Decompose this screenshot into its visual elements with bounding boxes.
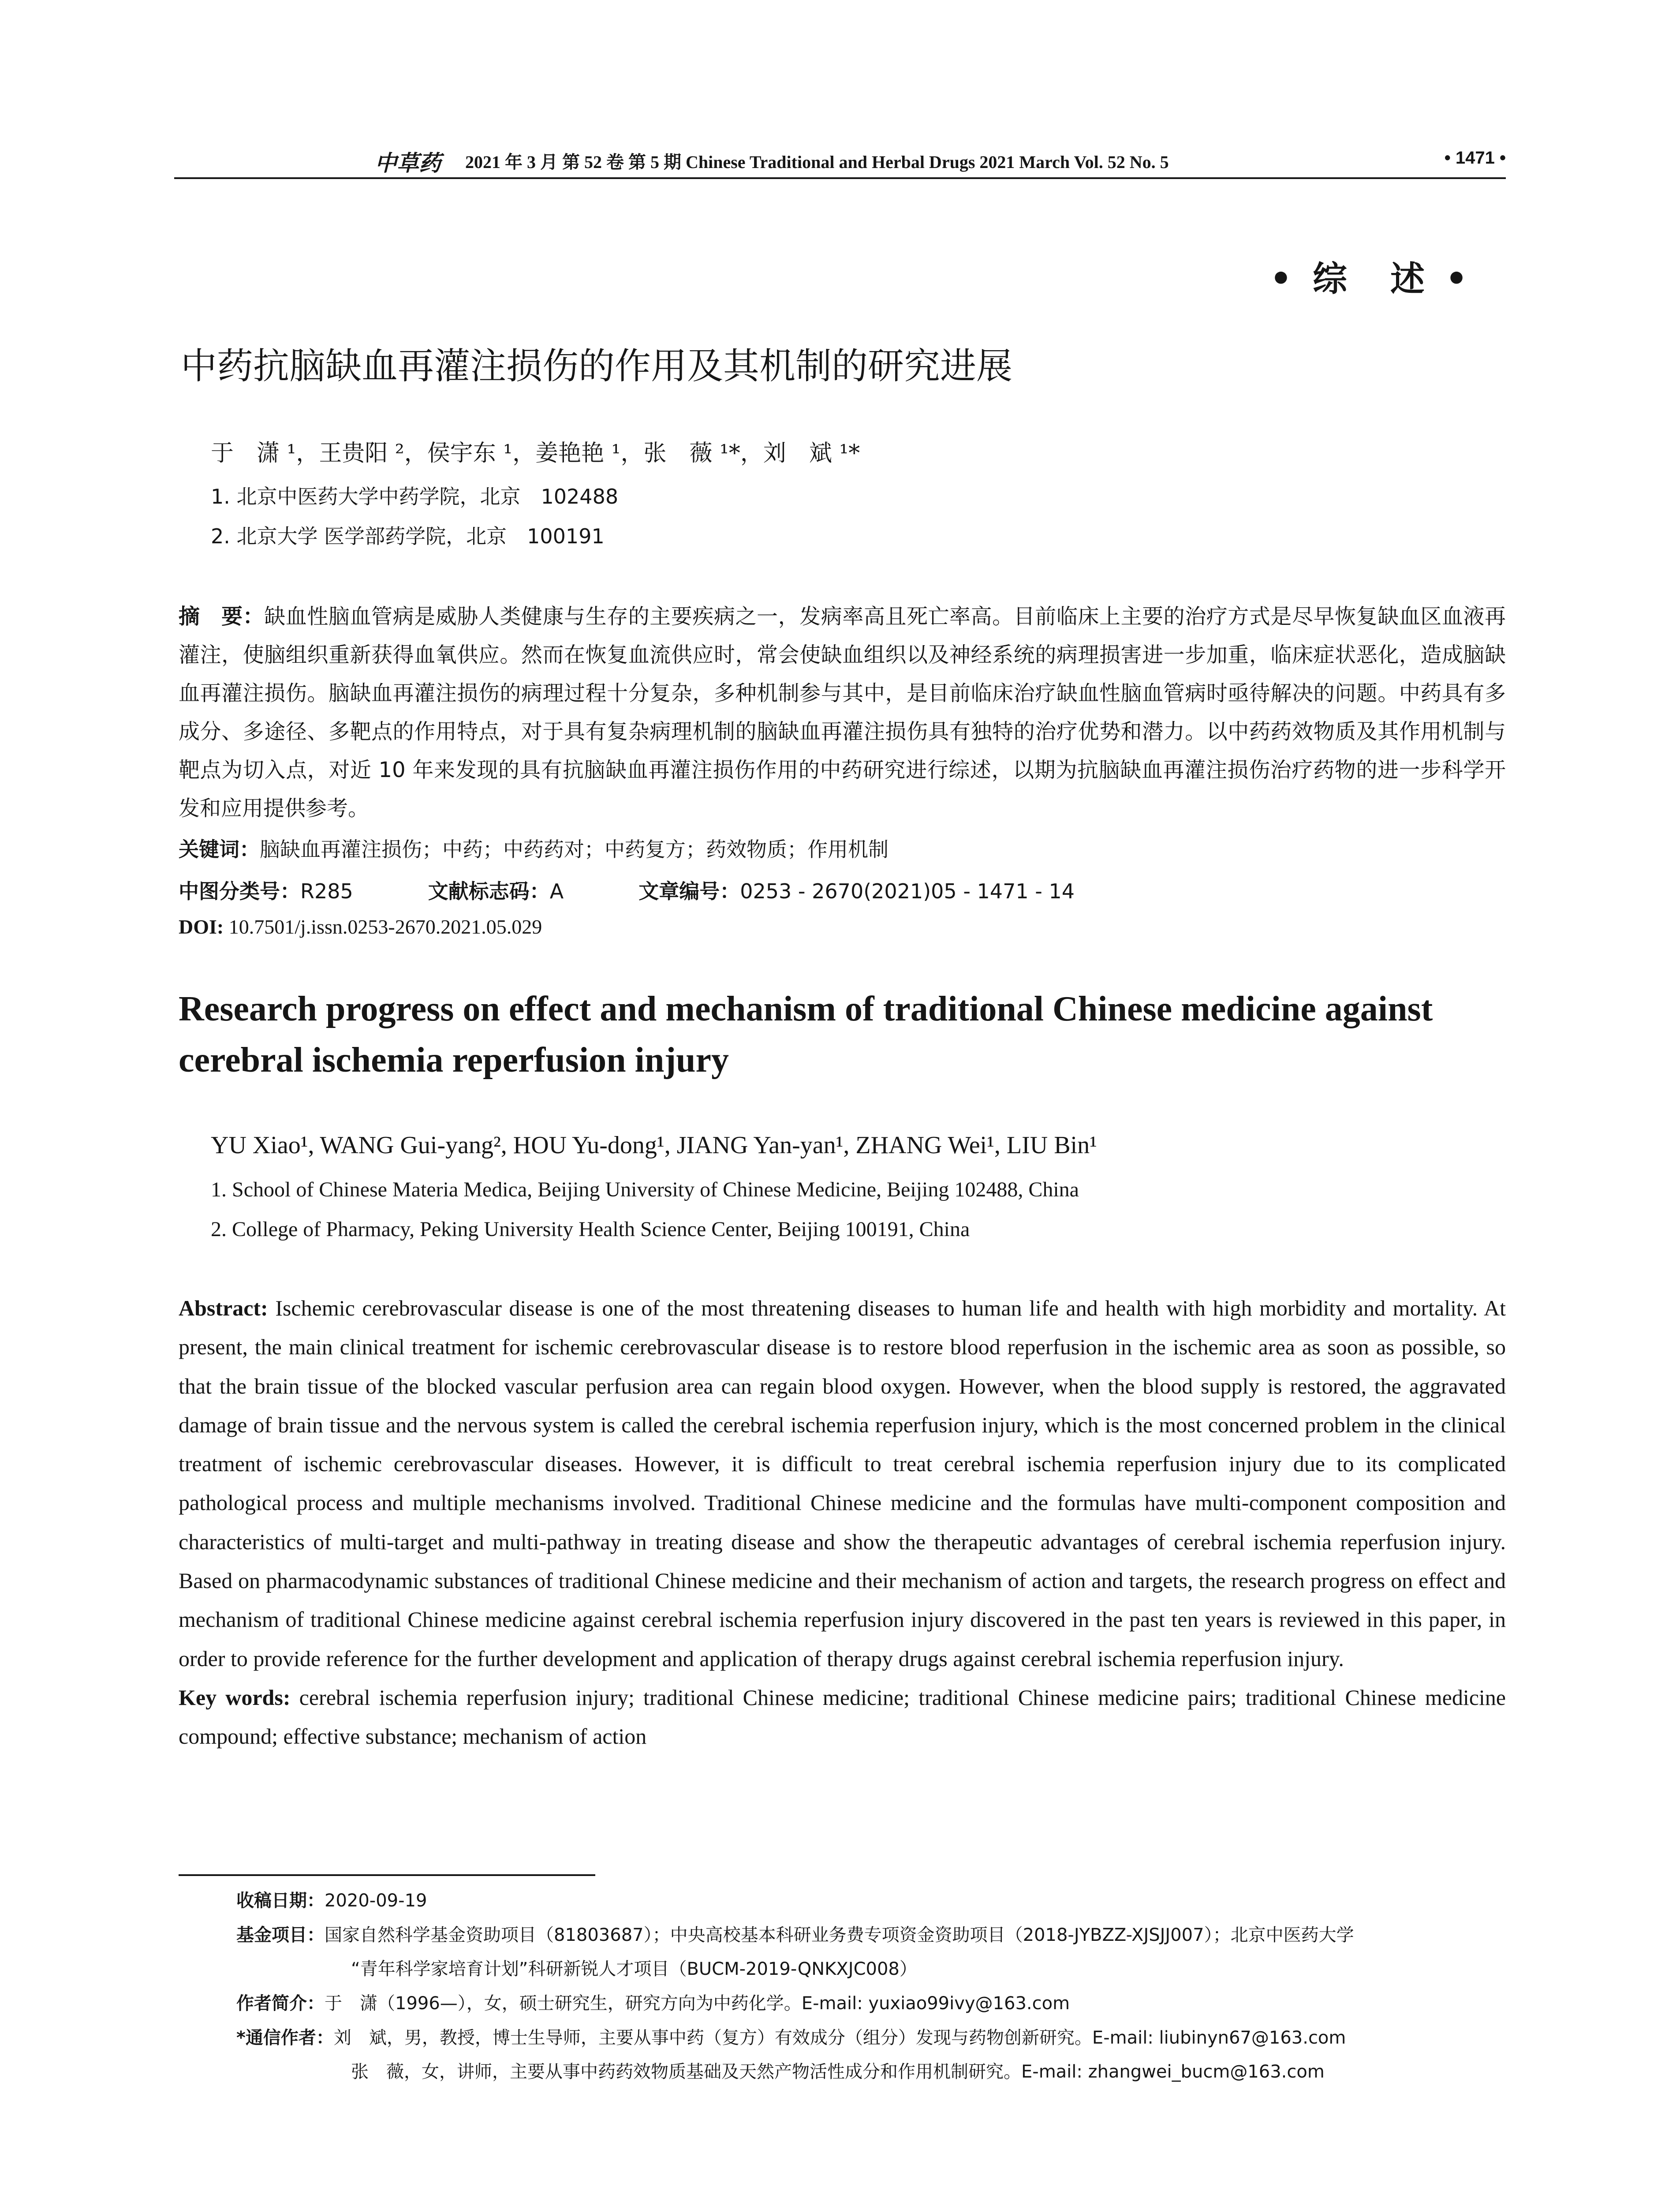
issue-info: 2021 年 3 月 第 52 卷 第 5 期 Chinese Traditional and Herbal Drugs 2021 March Vol. 52 No. 5 [465, 152, 1169, 172]
title-cn: 中药抗脑缺血再灌注损伤的作用及其机制的研究进展 [181, 345, 1013, 387]
abstract-cn [179, 598, 1506, 828]
corr-label: *通信作者： [236, 2028, 334, 2048]
abstract-en [179, 1289, 1506, 1678]
abstract-cn-label: 摘 要： [179, 604, 265, 629]
section-tag: • 综 述 • [1270, 259, 1472, 299]
header-rule [174, 177, 1506, 179]
keywords-cn [179, 833, 889, 863]
corr-text-1: 刘 斌，男，教授，博士生导师，主要从事中药（复方）有效成分（组分）发现与药物创新研究。E-mail: liubinyn67@163.com [333, 2028, 1346, 2048]
authors-cn: 于 潇 ¹，王贵阳 ²，侯宇东 ¹，姜艳艳 ¹，张 薇 ¹*，刘 斌 ¹* [211, 440, 860, 467]
title-en: Research progress on effect and mechanism of traditional Chinese medicine against cerebral ischemia reperfusion injury [179, 990, 1433, 1080]
running-header [174, 140, 1506, 180]
received-label: 收稿日期： [236, 1891, 325, 1911]
article-no-value: 0253 - 2670(2021)05 - 1471 - 14 [740, 879, 1075, 903]
doi-link[interactable]: 10.7501/j.issn.0253-2670.2021.05.029 [228, 916, 542, 938]
doc-code-value: A [549, 879, 564, 903]
abstract-en-block [179, 1289, 1506, 1756]
bio-label: 作者简介： [236, 1993, 325, 2014]
abstract-en-label: Abstract: [179, 1296, 268, 1320]
received-date: 2020-09-19 [325, 1891, 427, 1911]
article-no-label: 文章编号： [638, 879, 740, 903]
footnote-received [236, 1884, 1506, 1918]
classification-line [179, 875, 1075, 904]
fund-text: 国家自然科学基金资助项目（81803687）；中央高校基本科研业务费专项资金资助项目（2018-JYBZZ-XJSJJ007）；北京中医药大学 [325, 1925, 1354, 1945]
fund-text-continued: “青年科学家培育计划”科研新锐人才项目（BUCM-2019-QNKXJC008） [351, 1959, 917, 1979]
footnote-bio [236, 1987, 1506, 2021]
abstract-en-text: Ischemic cerebrovascular disease is one of the most threatening diseases to human life and health with high morbidity and mortality. At present, the main clinical treatment for ischemic cerebrovascular disease is to restore blood reperfusion in the ischemic area as soon as possible, so that the brain tissue of the blocked vascular perfusion area can regain blood oxygen. However, when the blood supply is restored, the aggravated damage of brain tissue and the nervous system is called the cerebral ischemia reperfusion injury, which is the most concerned problem in the clinical treatment of ischemic cerebrovascular diseases. However, it is difficult to treat cerebral ischemia reperfusion injury due to its complicated pathological process and multiple mechanisms involved. Traditional Chinese medicine and the formulas have multi-component composition and characteristics of multi-target and multi-pathway in treating disease and show the therapeutic advantages of cerebral ischemia reperfusion injury. Based on pharmacodynamic substances of traditional Chinese medicine and their mechanism of action and targets, the research progress on effect and mechanism of traditional Chinese medicine against cerebral ischemia reperfusion injury discovered in the past ten years is reviewed in this paper, in order to provide reference for the further development and application of therapy drugs against cerebral ischemia reperfusion injury. [179, 1296, 1506, 1671]
affiliation-cn: 1. 北京中医药大学中药学院，北京 102488 [211, 485, 619, 508]
page-number: • 1471 • [1444, 148, 1506, 168]
corr-text-2: 张 薇，女，讲师，主要从事中药药效物质基础及天然产物活性成分和作用机制研究。E-mail: zhangwei_bucm@163.com [351, 2062, 1325, 2082]
affiliation-en: 2. College of Pharmacy, Peking University Health Science Center, Beijing 100191, China [211, 1218, 970, 1241]
doi-label: DOI: [179, 916, 224, 938]
journal-name-cn: 中草药 [375, 150, 441, 176]
keywords-en-text: cerebral ischemia reperfusion injury; traditional Chinese medicine; traditional Chinese medicine pairs; traditional Chinese medicine compound; effective substance; mechanism of action [179, 1685, 1506, 1749]
keywords-en [179, 1678, 1506, 1756]
footnote-corresponding [236, 2021, 1506, 2089]
footnote-fund [236, 1918, 1506, 1986]
authors-en: YU Xiao¹, WANG Gui-yang², HOU Yu-dong¹, JIANG Yan-yan¹, ZHANG Wei¹, LIU Bin¹ [211, 1132, 1097, 1159]
doi-line [179, 915, 542, 938]
footnote-rule [179, 1874, 595, 1876]
affiliation-en: 1. School of Chinese Materia Medica, Beijing University of Chinese Medicine, Beijing 102488, China [211, 1178, 1079, 1201]
clc-value: R285 [300, 879, 353, 903]
affiliation-cn: 2. 北京大学 医学部药学院，北京 100191 [211, 524, 605, 548]
keywords-cn-label: 关键词： [179, 837, 260, 861]
clc-label: 中图分类号： [179, 879, 300, 903]
keywords-en-label: Key words: [179, 1685, 291, 1710]
bio-text: 于 潇（1996—），女，硕士研究生，研究方向为中药化学。E-mail: yuxiao99ivy@163.com [325, 1993, 1070, 2014]
abstract-cn-text: 缺血性脑血管病是威胁人类健康与生存的主要疾病之一，发病率高且死亡率高。目前临床上主要的治疗方式是尽早恢复缺血区血液再灌注，使脑组织重新获得血氧供应。然而在恢复血流供应时，常会使缺血组织以及神经系统的病理损害进一步加重，临床症状恶化，造成脑缺血再灌注损伤。脑缺血再灌注损伤的病理过程十分复杂，多种机制参与其中，是目前临床治疗缺血性脑血管病时亟待解决的问题。中药具有多成分、多途径、多靶点的作用特点，对于具有复杂病理机制的脑缺血再灌注损伤具有独特的治疗优势和潜力。以中药药效物质及其作用机制与靶点为切入点，对近 10 年来发现的具有抗脑缺血再灌注损伤作用的中药研究进行综述，以期为抗脑缺血再灌注损伤治疗药物的进一步科学开发和应用提供参考。 [179, 604, 1506, 821]
doc-code-label: 文献标志码： [428, 879, 550, 903]
fund-label: 基金项目： [236, 1925, 325, 1945]
keywords-cn-text: 脑缺血再灌注损伤；中药；中药药对；中药复方；药效物质；作用机制 [260, 837, 889, 861]
